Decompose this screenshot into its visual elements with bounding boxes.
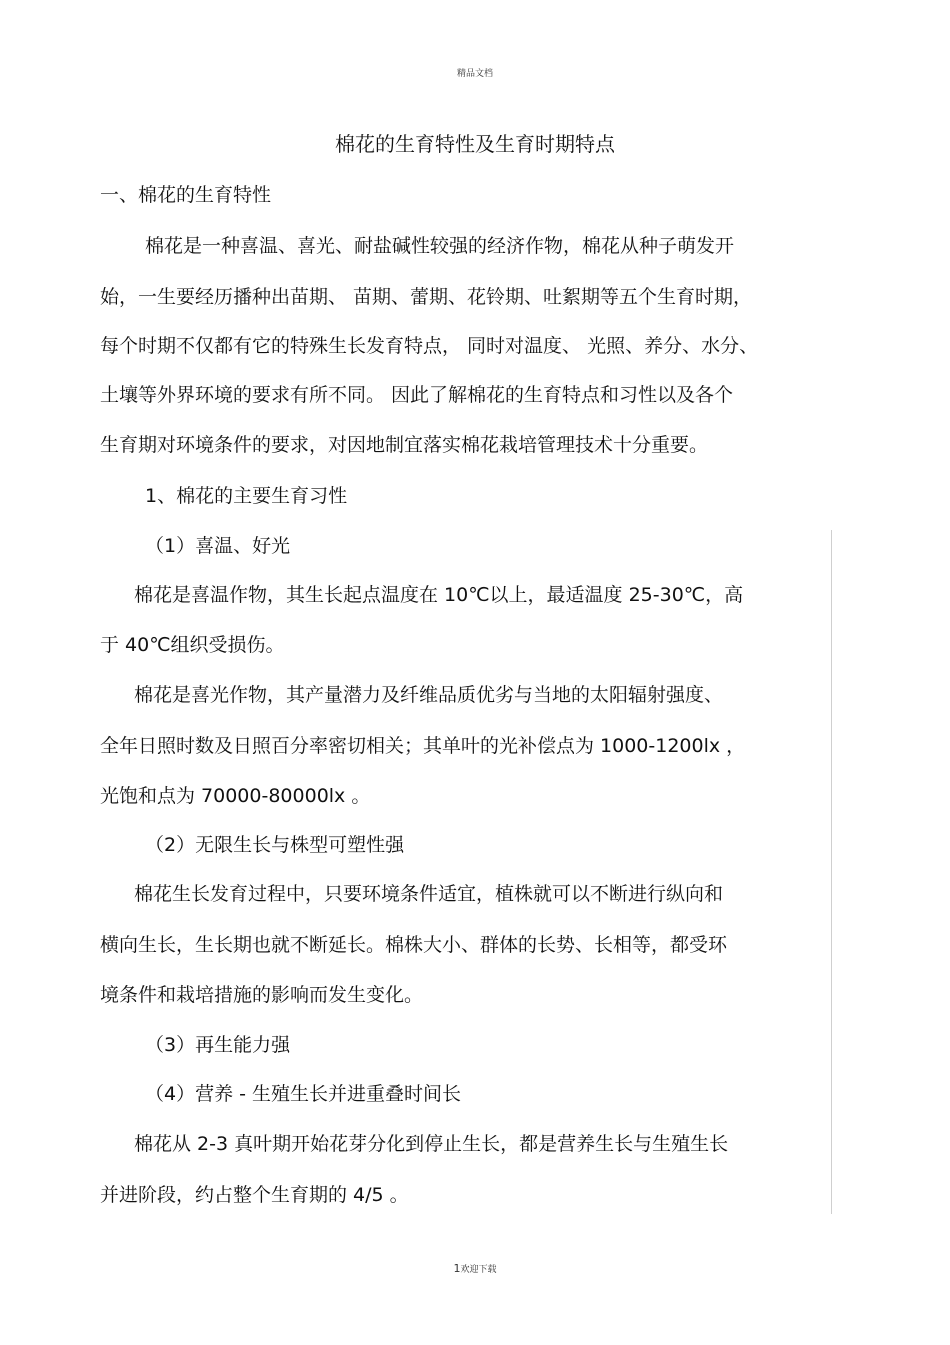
paragraph-line: 棉花是喜温作物，其生长起点温度在 10℃以上，最适温度 25-30℃，高 (134, 584, 744, 606)
footer-text: 欢迎下载 (460, 1265, 497, 1275)
paragraph-line: 生育期对环境条件的要求，对因地制宜落实棉花栽培管理技术十分重要。 (100, 434, 709, 456)
page-footer (0, 1262, 950, 1275)
item-heading: （3）再生能力强 (145, 1034, 291, 1056)
paragraph-line: 棉花是喜光作物，其产量潜力及纤维品质优劣与当地的太阳辐射强度、 (134, 684, 724, 706)
margin-rule (831, 530, 832, 1214)
paragraph-line: 棉花生长发育过程中，只要环境条件适宜，植株就可以不断进行纵向和 (134, 883, 724, 905)
subsection-heading: 1、棉花的主要生育习性 (145, 485, 348, 507)
paragraph-line: 境条件和栽培措施的影响而发生变化。 (100, 984, 424, 1006)
paragraph-line: 光饱和点为 70000-80000lx 。 (100, 785, 371, 807)
paragraph-line: 棉花是一种喜温、喜光、耐盐碱性较强的经济作物，棉花从种子萌发开 (145, 235, 735, 257)
paragraph-line: 横向生长，生长期也就不断延长。棉株大小、群体的长势、长相等，都受环 (100, 934, 728, 956)
item-heading: （2）无限生长与株型可塑性强 (145, 834, 405, 856)
page-number: 1 (453, 1262, 461, 1275)
paragraph-line: 于 40℃组织受损伤。 (100, 634, 285, 656)
paragraph-line: 棉花从 2-3 真叶期开始花芽分化到停止生长，都是营养生长与生殖生长 (134, 1133, 729, 1155)
paragraph-line: 并进阶段，约占整个生育期的 4/5 。 (100, 1184, 409, 1206)
section-heading: 一、棉花的生育特性 (100, 184, 272, 206)
paragraph-line: 土壤等外界环境的要求有所不同。 因此了解棉花的生育特点和习性以及各个 (100, 384, 734, 406)
item-heading: （4）营养 - 生殖生长并进重叠时间长 (145, 1083, 462, 1105)
header-note: 精品文档 (456, 69, 493, 79)
paragraph-line: 始，一生要经历播种出苗期、 苗期、蕾期、花铃期、吐絮期等五个生育时期， (100, 286, 753, 308)
paragraph-line: 每个时期不仅都有它的特殊生长发育特点， 同时对温度、 光照、养分、水分、 (100, 335, 759, 357)
item-heading: （1）喜温、好光 (145, 535, 291, 557)
paragraph-line: 全年日照时数及日照百分率密切相关；其单叶的光补偿点为 1000-1200lx ， (100, 735, 746, 757)
document-title: 棉花的生育特性及生育时期特点 (335, 132, 615, 156)
